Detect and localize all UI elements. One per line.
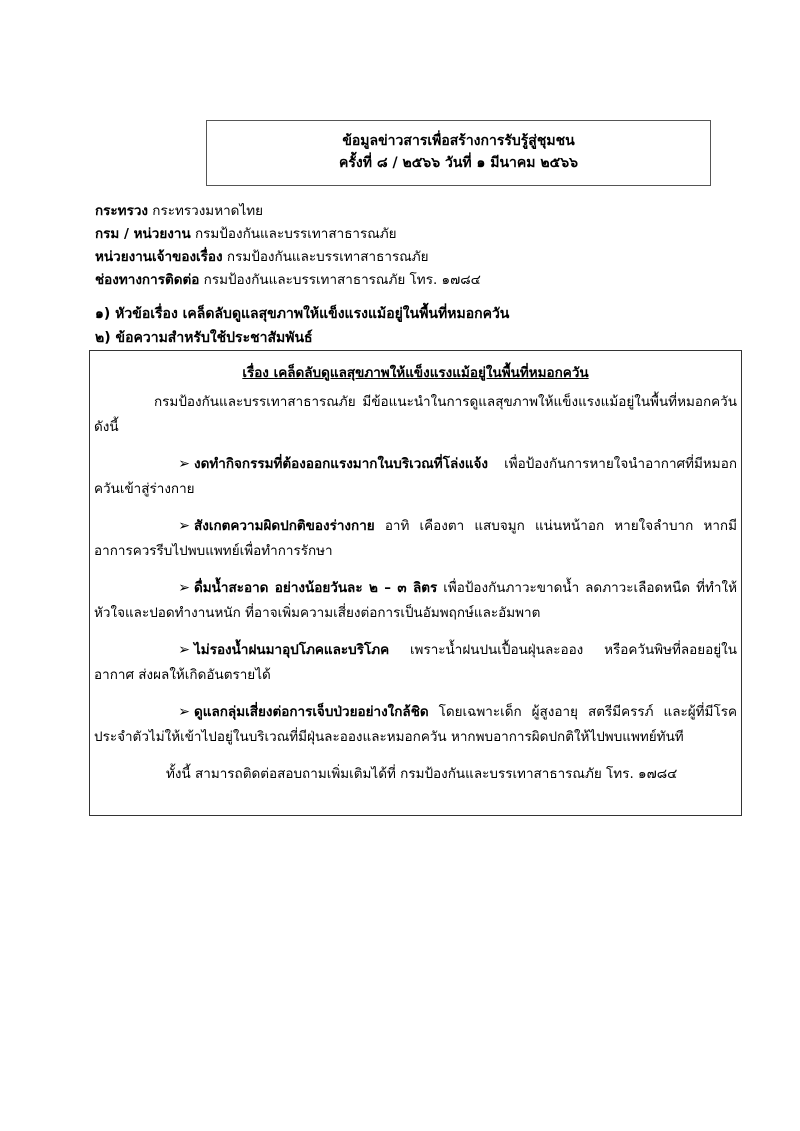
announcement-intro: กรมป้องกันและบรรเทาสาธารณภัย มีข้อแนะนำในการดูแลสุขภาพให้แข็งแรงแม้อยู่ในพื้นที่หมอกควัน ดังนี้: [94, 394, 737, 435]
announcement-title: เรื่อง เคล็ดลับดูแลสุขภาพให้แข็งแรงแม้อยู่ในพื้นที่หมอกควัน: [242, 365, 589, 381]
ministry-value: กระทรวงมหาดไทย: [152, 203, 264, 219]
bullet-item: ➢ ไม่รองน้ำฝนมาอุปโภคและบริโภค เพราะน้ำฝนปนเปื้อนฝุ่นละออง หรือควันพิษที่ลอยอยู่ในอากาศ ส่งผลให้เกิดอันตรายได้: [94, 642, 737, 683]
arrow-bullet-icon: ➢: [178, 642, 190, 658]
owner-label: หน่วยงานเจ้าของเรื่อง: [95, 249, 223, 265]
owner-value: กรมป้องกันและบรรเทาสาธารณภัย: [226, 249, 429, 265]
department-row: [95, 223, 481, 246]
message-label: ๒) ข้อความสำหรับใช้ประชาสัมพันธ์: [95, 330, 313, 346]
topic-heading: ๑) หัวข้อเรื่อง เคล็ดลับดูแลสุขภาพให้แข็งแรงแม้อยู่ในพื้นที่หมอกควัน: [95, 306, 510, 322]
document-header-box: [206, 120, 711, 186]
contact-value: กรมป้องกันและบรรเทาสาธารณภัย โทร. ๑๗๘๔: [203, 272, 481, 288]
arrow-bullet-icon: ➢: [178, 518, 190, 534]
arrow-bullet-icon: ➢: [178, 456, 190, 472]
owner-row: [95, 246, 481, 269]
bullet-item: ➢ งดทำกิจกรรมที่ต้องออกแรงมากในบริเวณที่โล่งแจ้ง เพื่อป้องกันการหายใจนำอากาศที่มีหมอกควันเข้าสู่ร่างกาย: [94, 456, 737, 497]
header-issue-date: ครั้งที่ ๘ / ๒๕๖๖ วันที่ ๑ มีนาคม ๒๕๖๖: [339, 155, 578, 171]
ministry-label: กระทรวง: [95, 203, 148, 219]
department-label: กรม / หน่วยงาน: [95, 226, 191, 242]
contact-row: [95, 269, 481, 292]
arrow-bullet-icon: ➢: [178, 580, 190, 596]
header-title: ข้อมูลข่าวสารเพื่อสร้างการรับรู้สู่ชุมชน: [342, 133, 575, 149]
bullet-item: ➢ ดื่มน้ำสะอาด อย่างน้อยวันละ ๒ – ๓ ลิตร เพื่อป้องกันภาวะขาดน้ำ ลดภาวะเลือดหนืด ที่ทำให้หัวใจและปอดทำงานหนัก ที่อาจเพิ่มความเสี่ยงต่อการเป็นอัมพฤกษ์และอัมพาต: [94, 580, 737, 621]
department-value: กรมป้องกันและบรรเทาสาธารณภัย: [194, 226, 397, 242]
metadata-block: [95, 200, 481, 292]
announcement-box: [89, 350, 742, 816]
closing-contact-line: ทั้งนี้ สามารถติดต่อสอบถามเพิ่มเติมได้ที่ กรมป้องกันและบรรเทาสาธารณภัย โทร. ๑๗๘๔: [166, 766, 678, 782]
ministry-row: [95, 200, 481, 223]
bullet-item: ➢ ดูแลกลุ่มเสี่ยงต่อการเจ็บป่วยอย่างใกล้ชิด โดยเฉพาะเด็ก ผู้สูงอายุ สตรีมีครรภ์ และผู้ที่มีโรคประจำตัวไม่ให้เข้าไปอยู่ในบริเวณที่มีฝุ่นละอองและหมอกควัน หากพบอาการผิดปกติให้ไปพบแพทย์ทันที: [94, 704, 737, 745]
contact-label: ช่องทางการติดต่อ: [95, 272, 200, 288]
bullet-item: ➢ สังเกตความผิดปกติของร่างกาย อาทิ เคืองตา แสบจมูก แน่นหน้าอก หายใจลำบาก หากมีอาการควรรีบไปพบแพทย์เพื่อทำการรักษา: [94, 518, 737, 559]
arrow-bullet-icon: ➢: [178, 704, 190, 720]
